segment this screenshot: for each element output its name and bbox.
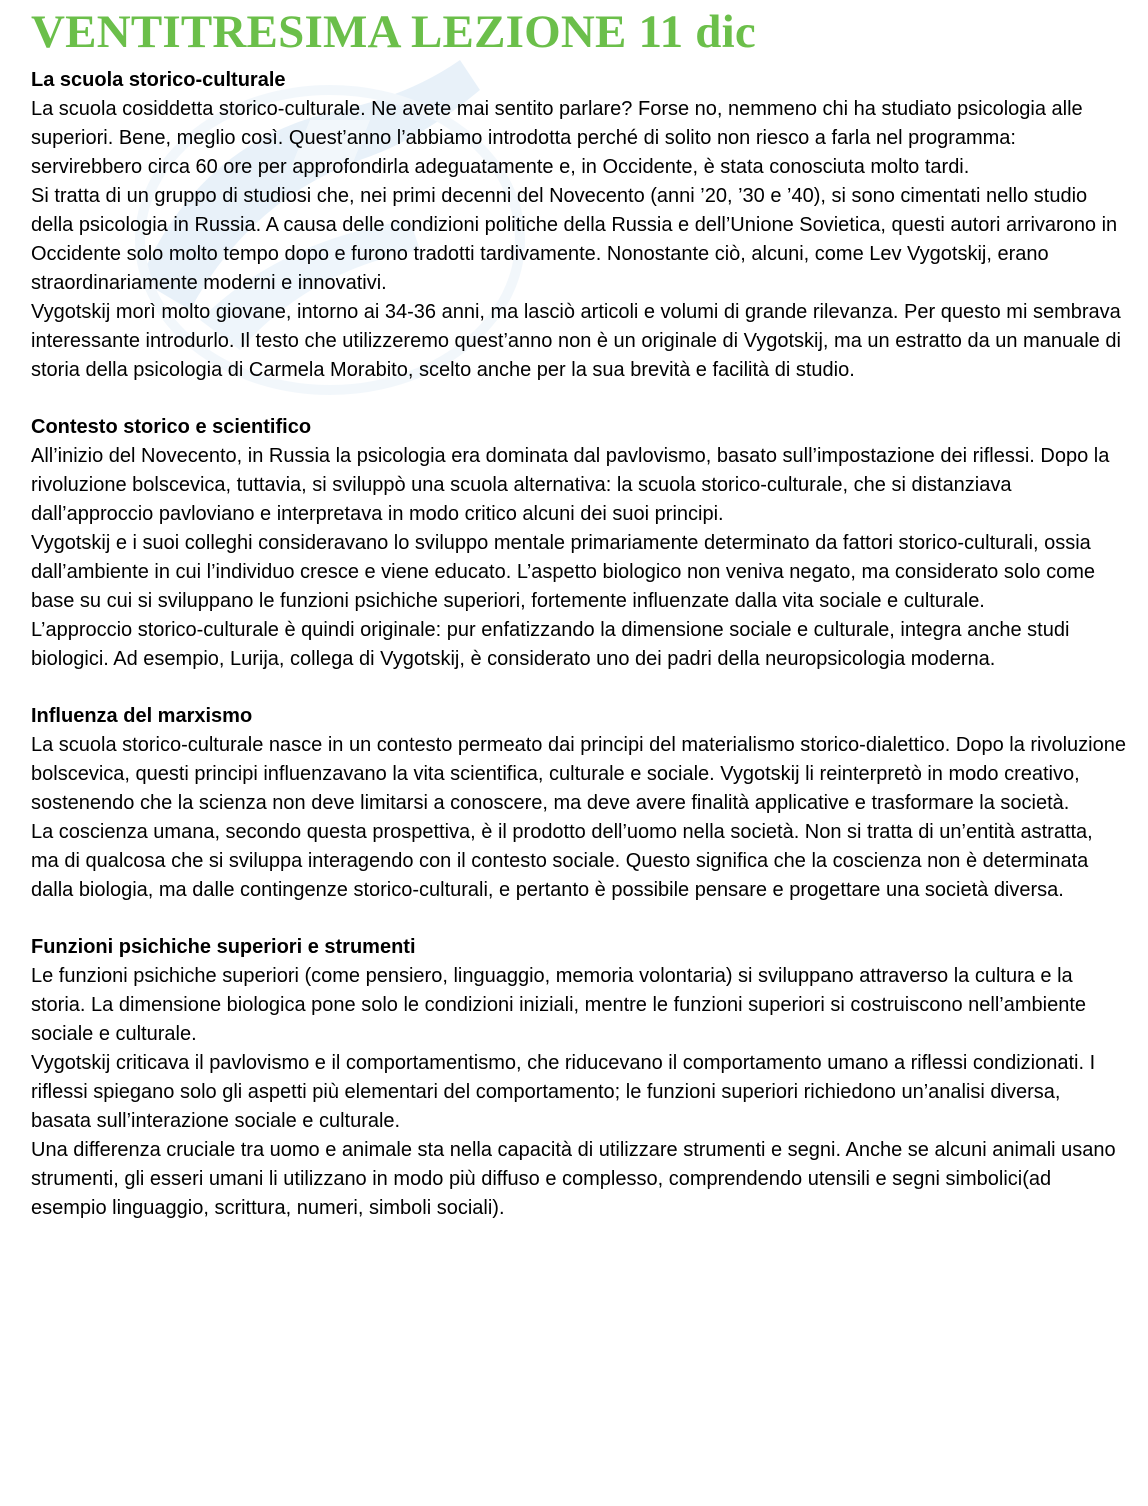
section-heading: Contesto storico e scientifico <box>31 416 312 438</box>
document-body <box>31 4 1126 1251</box>
page-title: VENTITRESIMA LEZIONE 11 dic <box>31 6 756 58</box>
section-heading: Influenza del marxismo <box>31 705 253 727</box>
section-influenza-marxismo <box>31 702 1126 905</box>
paragraph: La scuola cosiddetta storico-culturale. Ne avete mai sentito parlare? Forse no, nemmeno chi ha studiato psicologia alle superiori. Bene, meglio così. Quest’anno l’abbiamo introdotta perché di solito non riesco a farla nel programma: servirebbero circa 60 ore per approfondirla adeguatamente e, in Occidente, è stata conosciuta molto tardi. <box>31 98 1083 178</box>
section-heading: La scuola storico-culturale <box>31 69 286 91</box>
section-contesto-storico <box>31 413 1126 674</box>
paragraph: Una differenza cruciale tra uomo e animale sta nella capacità di utilizzare strumenti e segni. Anche se alcuni animali usano strumenti, gli esseri umani li utilizzano in modo più diffuso e complesso, comprendendo utensili e segni simbolici(ad esempio linguaggio, scrittura, numeri, simboli sociali). <box>31 1139 1116 1219</box>
paragraph: La coscienza umana, secondo questa prospettiva, è il prodotto dell’uomo nella società. Non si tratta di un’entità astratta, ma di qualcosa che si sviluppa interagendo con il contesto sociale. Questo significa che la coscienza non è determinata dalla biologia, ma dalle contingenze storico-culturali, e pertanto è possibile pensare e progettare una società diversa. <box>31 821 1093 901</box>
paragraph: Vygotskij criticava il pavlovismo e il comportamentismo, che riducevano il comportamento umano a riflessi condizionati. I riflessi spiegano solo gli aspetti più elementari del comportamento; le funzioni superiori richiedono un’analisi diversa, basata sull’interazione sociale e culturale. <box>31 1052 1096 1132</box>
section-funzioni-psichiche <box>31 933 1126 1223</box>
paragraph: Vygotskij morì molto giovane, intorno ai 34-36 anni, ma lasciò articoli e volumi di grande rilevanza. Per questo mi sembrava interessante introdurlo. Il testo che utilizzeremo quest’anno non è un originale di Vygotskij, ma un estratto da un manuale di storia della psicologia di Carmela Morabito, scelto anche per la sua brevità e facilità di studio. <box>31 301 1121 381</box>
paragraph: All’inizio del Novecento, in Russia la psicologia era dominata dal pavlovismo, basato sull’impostazione dei riflessi. Dopo la rivoluzione bolscevica, tuttavia, si sviluppò una scuola alternativa: la scuola storico-culturale, che si distanziava dall’approccio pavloviano e interpretava in modo critico alcuni dei suoi principi. <box>31 445 1110 525</box>
section-scuola-storico-culturale <box>31 66 1126 385</box>
paragraph: Vygotskij e i suoi colleghi consideravano lo sviluppo mentale primariamente determinato da fattori storico-culturali, ossia dall’ambiente in cui l’individuo cresce e viene educato. L’aspetto biologico non veniva negato, ma considerato solo come base su cui si sviluppano le funzioni psichiche superiori, fortemente influenzate dalla vita sociale e culturale. <box>31 532 1095 612</box>
paragraph: Le funzioni psichiche superiori (come pensiero, linguaggio, memoria volontaria) si sviluppano attraverso la cultura e la storia. La dimensione biologica pone solo le condizioni iniziali, mentre le funzioni superiori si costruiscono nell’ambiente sociale e culturale. <box>31 965 1087 1045</box>
paragraph: L’approccio storico-culturale è quindi originale: pur enfatizzando la dimensione sociale e culturale, integra anche studi biologici. Ad esempio, Lurija, collega di Vygotskij, è considerato uno dei padri della neuropsicologia moderna. <box>31 619 1070 670</box>
section-heading: Funzioni psichiche superiori e strumenti <box>31 936 416 958</box>
paragraph: La scuola storico-culturale nasce in un contesto permeato dai principi del materialismo storico-dialettico. Dopo la rivoluzione bolscevica, questi principi influenzavano la vita scientifica, culturale e sociale. Vygotskij li reinterpretò in modo creativo, sostenendo che la scienza non deve limitarsi a conoscere, ma deve avere finalità applicative e trasformare la società. <box>31 734 1126 814</box>
paragraph: Si tratta di un gruppo di studiosi che, nei primi decenni del Novecento (anni ’20, ’30 e ’40), si sono cimentati nello studio della psicologia in Russia. A causa delle condizioni politiche della Russia e dell’Unione Sovietica, questi autori arrivarono in Occidente solo molto tempo dopo e furono tradotti tardivamente. Nonostante ciò, alcuni, come Lev Vygotskij, erano straordinariamente moderni e innovativi. <box>31 185 1118 294</box>
